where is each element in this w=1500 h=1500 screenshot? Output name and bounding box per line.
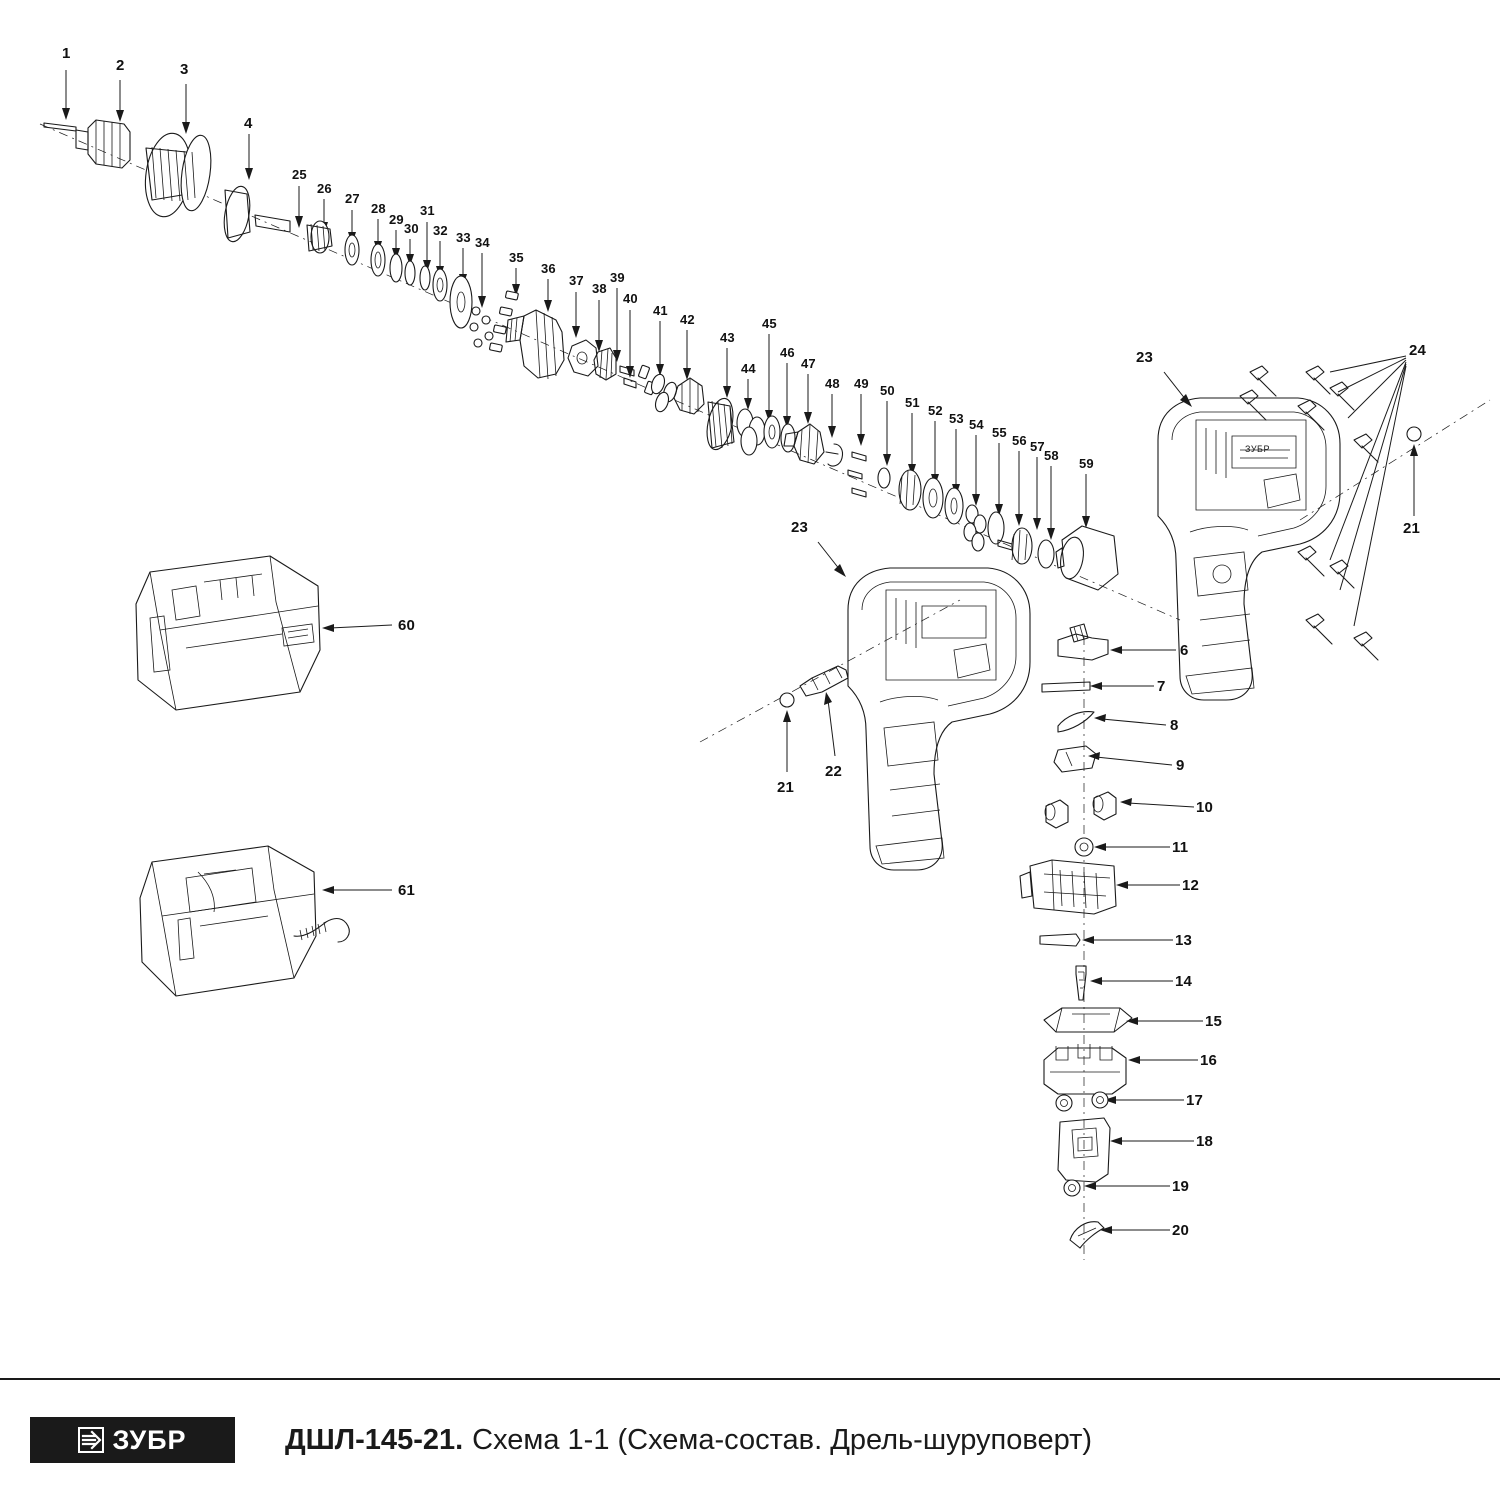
callout-17: 17 [1186,1092,1204,1109]
callout-57: 57 [1030,439,1045,454]
part-38-gear [594,300,616,380]
brand-name: ЗУБР [112,1424,187,1455]
callout-46: 46 [780,345,795,360]
part-25-spindle [255,186,303,232]
callout-12: 12 [1182,877,1200,894]
part-42-carrier [674,330,704,414]
part-37-gear [568,292,598,376]
callout-30: 30 [404,221,419,236]
callout-58: 58 [1044,448,1059,463]
callout-52: 52 [928,403,943,418]
callout-3: 3 [180,61,189,78]
callout-38: 38 [592,281,607,296]
part-13-pin [1040,934,1173,946]
callout-32: 32 [433,223,448,238]
part-8-lever [1058,712,1166,732]
callout-43: 43 [720,330,735,345]
callout-20: 20 [1172,1222,1190,1239]
callout-55: 55 [992,425,1007,440]
callout-54: 54 [969,417,984,432]
part-14-screw [1076,966,1173,1000]
callout-41: 41 [653,303,668,318]
callout-42: 42 [680,312,695,327]
part-15-base-plate [1044,1008,1203,1032]
part-16-terminal-block [1044,1044,1198,1094]
part-43-ring-gear [703,348,737,452]
callout-25: 25 [292,167,307,182]
callout-7: 7 [1157,678,1166,695]
part-26-gear [307,199,332,253]
brand-logo [30,1417,235,1463]
part-32-washer [433,241,447,301]
callout-18: 18 [1196,1133,1214,1150]
callout-11: 11 [1172,839,1189,856]
part-22-bit [800,666,848,756]
callout-51: 51 [905,395,920,410]
part-49-pins [848,394,866,497]
part-52-washer [923,421,943,518]
part-28-washer [371,219,385,276]
callout-39: 39 [610,270,625,285]
footer-caption [285,1424,1092,1457]
callout-28: 28 [371,201,386,216]
callout-50: 50 [880,383,895,398]
callout-36: 36 [541,261,556,276]
part-12-switch-module [1020,860,1180,914]
callout-23-right: 23 [1136,349,1154,366]
part-58-washer [1038,466,1055,568]
part-34-pins [470,253,493,347]
callout-6: 6 [1180,642,1189,659]
callout-47: 47 [801,356,816,371]
part-9-contact-plate [1054,746,1172,772]
callout-2: 2 [116,57,125,74]
callout-37: 37 [569,273,584,288]
part-18-battery-holder [1058,1118,1194,1182]
callout-59: 59 [1079,456,1094,471]
model-number: ДШЛ-145-21. [285,1423,464,1456]
part-50-pin [878,401,891,488]
callout-1: 1 [62,45,71,62]
part-1-screw [44,70,76,131]
part-53-washer [945,429,963,524]
part-21-left-ball [780,693,794,772]
callout-44: 44 [741,361,756,376]
part-61-charger [140,846,392,996]
callout-31: 31 [420,203,435,218]
part-45-washer [764,334,780,448]
callout-21-right: 21 [1403,520,1421,537]
part-51-gear [899,413,921,510]
main-axis-line [40,124,1180,620]
part-55-washer [988,443,1004,544]
callout-8: 8 [1170,717,1179,734]
callout-26: 26 [317,181,332,196]
part-29-washer [390,230,402,282]
part-44-gear [737,379,765,455]
svg-text:ЗУБР: ЗУБР [1245,444,1270,454]
part-27-washer [345,210,359,265]
arrow-in-square-icon [78,1427,104,1453]
part-7-pin [1042,682,1154,692]
callout-34: 34 [475,235,490,250]
part-6-switch-slider [1058,624,1176,660]
footer [0,1380,1500,1500]
housing-left-23 [700,542,1030,870]
callout-40: 40 [623,291,638,306]
callout-35: 35 [509,250,524,265]
part-10-bushings [1045,792,1194,828]
part-19-nut [1064,1180,1170,1196]
callout-10: 10 [1196,799,1214,816]
part-21-right-ball [1300,400,1490,520]
callout-27: 27 [345,191,360,206]
callout-33: 33 [456,230,471,245]
callout-60: 60 [398,617,416,634]
part-48-clip [826,394,843,466]
callout-13: 13 [1175,932,1193,949]
screws-24 [1240,356,1406,660]
part-46-washer [781,363,795,452]
part-4-ring [220,134,253,244]
part-17-nuts [1056,1092,1184,1111]
callout-29: 29 [389,212,404,227]
part-33-plate [450,248,472,328]
callout-4: 4 [244,115,253,132]
callout-53: 53 [949,411,964,426]
callout-21-left: 21 [777,779,795,796]
part-20-clip [1070,1222,1170,1248]
callout-9: 9 [1176,757,1185,774]
part-40-pins [626,310,656,395]
part-57-gear [1012,457,1041,564]
callout-48: 48 [825,376,840,391]
callout-24: 24 [1409,342,1427,359]
part-11-washer [1075,838,1170,856]
callout-15: 15 [1205,1013,1223,1030]
callout-45: 45 [762,316,777,331]
callout-16: 16 [1200,1052,1218,1069]
callout-61: 61 [398,882,416,899]
part-54-rollers [964,435,986,551]
part-3-chuck-body [140,84,215,220]
callout-49: 49 [854,376,869,391]
callout-22: 22 [825,763,843,780]
part-30-washer [405,239,415,285]
callout-19: 19 [1172,1178,1190,1195]
callout-56: 56 [1012,433,1027,448]
part-2-chuck-insert [76,80,130,168]
part-31-washer [420,222,431,290]
part-59-motor [1056,474,1118,590]
part-60-battery [136,556,392,710]
callout-14: 14 [1175,973,1193,990]
scheme-description: Схема 1-1 (Схема-состав. Дрель-шуруповерт) [472,1423,1093,1456]
callout-23-left: 23 [791,519,809,536]
